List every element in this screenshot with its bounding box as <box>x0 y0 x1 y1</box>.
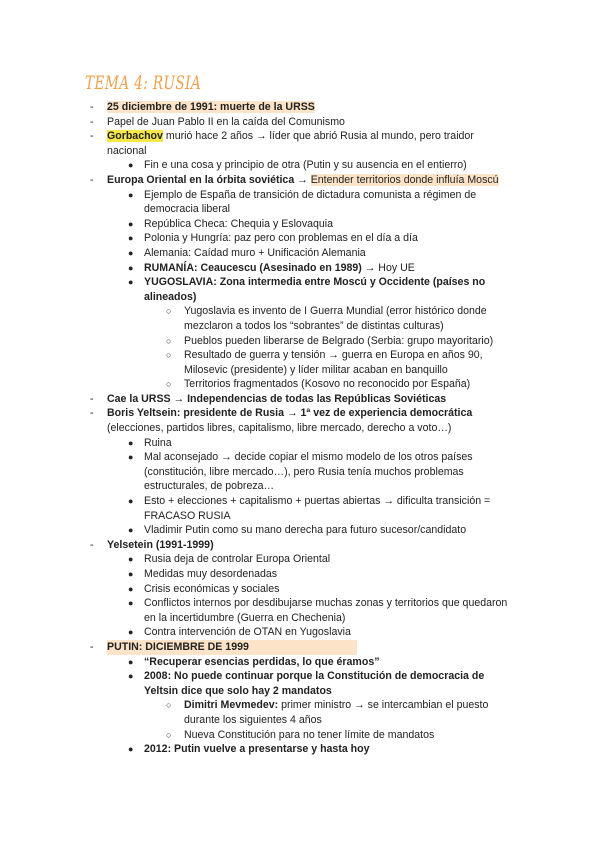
list-item: - Gorbachov murió hace 2 años → líder que abrió Rusia al mundo, pero traidor <box>90 130 474 143</box>
list-item: - PUTIN: DICIEMBRE DE 1999 <box>88 640 538 655</box>
circle-bullet: ○ <box>166 350 172 361</box>
list-item: ● Contra intervención de OTAN en Yugoslavia <box>128 626 351 639</box>
dot-bullet: ● <box>128 452 134 463</box>
circle-bullet: ○ <box>166 700 172 711</box>
dot-bullet: ● <box>128 218 134 229</box>
list-item-continued: (constitución, libre mercado…), pero Rusia tenía muchos problemas <box>144 465 464 478</box>
list-item: ○ Dimitri Mevmedev: primer ministro → se intercambian el puesto <box>166 699 489 712</box>
list-item: - Europa Oriental en la órbita soviética → Entender territorios donde influía Moscú <box>90 173 499 186</box>
list-item: ● “Recuperar esencias perdidas, lo que éramos” <box>128 655 380 668</box>
circle-bullet: ○ <box>166 729 172 740</box>
list-item-continued: FRACASO RUSIA <box>144 509 231 522</box>
list-item: - Yelsetein (1991-1999) <box>90 538 214 551</box>
notes-list <box>88 100 538 757</box>
list-item-continued: en la incertidumbre (Guerra en Chechenia) <box>144 611 346 624</box>
dot-bullet: ● <box>128 744 134 755</box>
dot-bullet: ● <box>128 233 134 244</box>
list-item: ● Alemania: Caídad muro + Unificación Alemania <box>128 246 366 259</box>
dot-bullet: ● <box>128 189 134 200</box>
dash-bullet: - <box>90 173 94 186</box>
dot-bullet: ● <box>128 160 134 171</box>
list-item-continued: estructurales, de pobreza… <box>144 480 275 493</box>
list-item-continued: mezclaron a todos los “sobrantes” de distintas culturas) <box>184 319 444 332</box>
list-item: ● República Checa: Chequia y Eslovaquia <box>128 217 334 230</box>
dot-bullet: ● <box>128 598 134 609</box>
circle-bullet: ○ <box>166 379 172 390</box>
list-item: ○ Nueva Constitución para no tener límite de mandatos <box>166 728 435 741</box>
dash-bullet: - <box>90 640 94 653</box>
list-item: ● Medidas muy desordenadas <box>128 568 278 580</box>
dot-bullet: ● <box>128 277 134 288</box>
list-item: ● Crisis económicas y sociales <box>128 582 280 595</box>
list-item: ○ Pueblos pueden liberarse de Belgrado (Serbia: grupo mayoritario) <box>166 334 494 347</box>
list-item: ○ Yugoslavia es invento de I Guerra Mundial (error histórico donde <box>166 305 487 318</box>
dot-bullet: ● <box>128 437 134 448</box>
list-item: ● Ejemplo de España de transición de dictadura comunista a régimen de <box>128 188 477 201</box>
dot-bullet: ● <box>128 671 134 682</box>
page-title: TEMA 4: RUSIA <box>85 72 202 94</box>
dash-bullet: - <box>90 407 94 420</box>
list-item: ○ Territorios fragmentados (Kosovo no reconocido por España) <box>166 378 471 391</box>
dash-bullet: - <box>90 392 94 405</box>
dot-bullet: ● <box>128 247 134 258</box>
list-item-continued: democracia liberal <box>144 203 230 216</box>
list-item-continued: alineados) <box>144 290 197 303</box>
dash-bullet: - <box>90 538 94 551</box>
dot-bullet: ● <box>128 262 134 273</box>
list-item: - 25 diciembre de 1991: muerte de la URSS <box>90 101 315 113</box>
list-item: ● Fin e una cosa y principio de otra (Putin y su ausencia en el entierro) <box>128 159 467 172</box>
list-item: - Cae la URSS → Independencias de todas las Repúblicas Soviéticas <box>90 392 447 405</box>
circle-bullet: ○ <box>166 306 172 317</box>
dash-bullet: - <box>90 130 94 143</box>
dot-bullet: ● <box>128 554 134 565</box>
list-item: ● YUGOSLAVIA: Zona intermedia entre Moscú y Occidente (países no <box>128 276 486 289</box>
dot-bullet: ● <box>128 525 134 536</box>
list-item: ● Polonia y Hungría: paz pero con problemas en el día a día <box>128 232 418 245</box>
dash-bullet: - <box>90 101 94 113</box>
dot-bullet: ● <box>128 496 134 507</box>
list-item: ○ Resultado de guerra y tensión → guerra en Europa en años 90, <box>166 349 483 362</box>
list-item: ● RUMANÍA: Ceaucescu (Asesinado en 1989) → Hoy UE <box>128 261 415 274</box>
list-item: ● 2008: No puede continuar porque la Constitución de democracia de <box>128 670 485 683</box>
circle-bullet: ○ <box>166 335 172 346</box>
dot-bullet: ● <box>128 656 134 667</box>
list-item: - Boris Yeltsein: presidente de Rusia → 1ª vez de experiencia democrática <box>90 407 473 420</box>
dot-bullet: ● <box>128 627 134 638</box>
list-item: ● Conflictos internos por desdibujarse muchas zonas y territorios que quedaron <box>128 597 508 610</box>
dot-bullet: ● <box>128 583 134 594</box>
list-item-continued: (elecciones, partidos libres, capitalismo, libre mercado, derecho a voto…) <box>107 422 452 435</box>
dot-bullet: ● <box>128 569 134 579</box>
list-item: ● Vladimir Putin como su mano derecha para futuro sucesor/candidato <box>128 524 467 537</box>
list-item: - Papel de Juan Pablo II en la caída del Comunismo <box>90 115 345 128</box>
list-item: ● Rusia deja de controlar Europa Oriental <box>128 553 331 566</box>
list-item: ● Ruina <box>128 436 172 449</box>
list-item: ● Mal aconsejado → decide copiar el mismo modelo de los otros países <box>128 451 473 464</box>
dash-bullet: - <box>90 115 94 128</box>
list-item-continued: Yeltsin dice que solo hay 2 mandatos <box>144 684 332 697</box>
list-item: ● 2012: Putin vuelve a presentarse y hasta hoy <box>128 743 370 756</box>
list-item-continued: Milosevic (presidente) y líder militar acaban en banquillo <box>184 363 448 376</box>
list-item-continued: nacional <box>107 144 147 157</box>
list-item: ● Esto + elecciones + capitalismo + puertas abiertas → dificulta transición = <box>128 495 491 508</box>
list-item-continued: durante los siguientes 4 años <box>184 713 322 726</box>
